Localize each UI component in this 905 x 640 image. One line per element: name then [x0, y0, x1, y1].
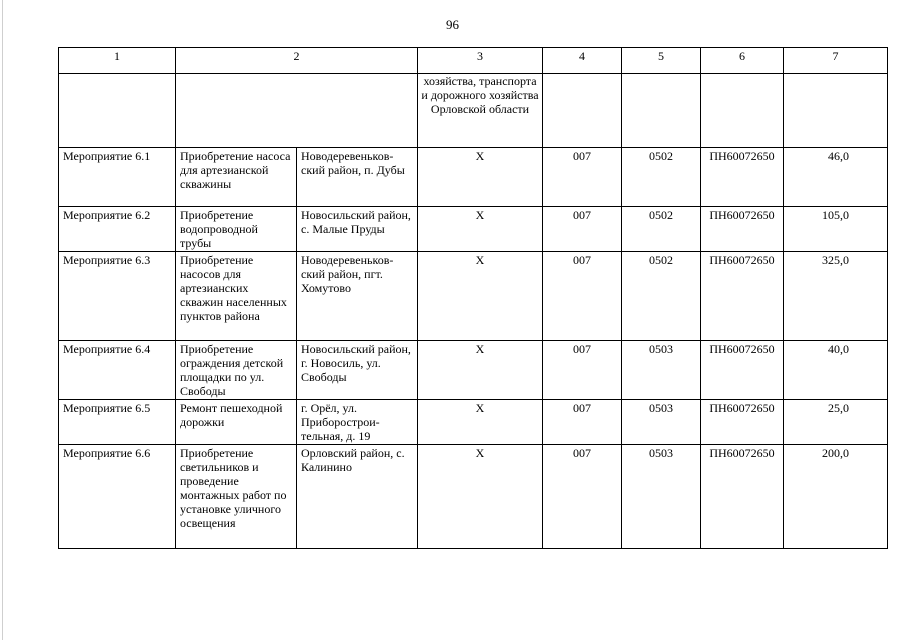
continuation-cell-7	[784, 74, 888, 148]
col7-cell: 25,0	[784, 400, 888, 445]
col5-cell: 0502	[622, 207, 701, 252]
col4-cell: 007	[543, 252, 622, 341]
col5-cell: 0503	[622, 445, 701, 549]
col3-cell: Х	[418, 252, 543, 341]
location-cell: Новосильский район, с. Малые Пруды	[297, 207, 418, 252]
col6-cell: ПН60072650	[701, 341, 784, 400]
col4-cell: 007	[543, 341, 622, 400]
description-cell: Приобретение насоса для артезианской скважины	[176, 148, 297, 207]
col4-cell: 007	[543, 207, 622, 252]
continuation-row	[59, 74, 888, 148]
header-cell-2: 2	[176, 48, 418, 74]
program-table	[58, 47, 888, 549]
event-cell: Мероприятие 6.4	[59, 341, 176, 400]
continuation-cell-6	[701, 74, 784, 148]
location-cell: Орловский район, с. Калинино	[297, 445, 418, 549]
continuation-cell-5	[622, 74, 701, 148]
col3-cell: Х	[418, 445, 543, 549]
col6-cell: ПН60072650	[701, 400, 784, 445]
description-cell: Приобретение насосов для артезианских скважин населенных пунктов района	[176, 252, 297, 341]
location-cell: Новодеревеньков-ский район, пгт. Хомутово	[297, 252, 418, 341]
col7-cell: 40,0	[784, 341, 888, 400]
col3-cell: Х	[418, 341, 543, 400]
table-row	[59, 252, 888, 341]
continuation-cell-2	[176, 74, 418, 148]
col7-cell: 200,0	[784, 445, 888, 549]
col5-cell: 0502	[622, 252, 701, 341]
event-cell: Мероприятие 6.1	[59, 148, 176, 207]
description-cell: Приобретение водопроводной трубы	[176, 207, 297, 252]
location-cell: г. Орёл, ул. Приборострои-тельная, д. 19	[297, 400, 418, 445]
col4-cell: 007	[543, 445, 622, 549]
location-cell: Новосильский район, г. Новосиль, ул. Свободы	[297, 341, 418, 400]
col3-cell: Х	[418, 148, 543, 207]
table-row	[59, 341, 888, 400]
col7-cell: 46,0	[784, 148, 888, 207]
table-row	[59, 445, 888, 549]
scan-edge-line	[2, 0, 3, 640]
col6-cell: ПН60072650	[701, 252, 784, 341]
header-cell-4: 4	[543, 48, 622, 74]
header-cell-5: 5	[622, 48, 701, 74]
col3-cell: Х	[418, 207, 543, 252]
col5-cell: 0503	[622, 400, 701, 445]
continuation-cell-4	[543, 74, 622, 148]
header-cell-1: 1	[59, 48, 176, 74]
col7-cell: 325,0	[784, 252, 888, 341]
col5-cell: 0502	[622, 148, 701, 207]
location-cell: Новодеревеньков-ский район, п. Дубы	[297, 148, 418, 207]
col7-cell: 105,0	[784, 207, 888, 252]
event-cell: Мероприятие 6.2	[59, 207, 176, 252]
header-cell-3: 3	[418, 48, 543, 74]
event-cell: Мероприятие 6.6	[59, 445, 176, 549]
header-cell-7: 7	[784, 48, 888, 74]
table-row	[59, 400, 888, 445]
continuation-cell-3: хозяйства, транспорта и дорожного хозяйства Орловской области	[418, 74, 543, 148]
event-cell: Мероприятие 6.5	[59, 400, 176, 445]
header-cell-6: 6	[701, 48, 784, 74]
description-cell: Приобретение ограждения детской площадки по ул. Свободы	[176, 341, 297, 400]
col4-cell: 007	[543, 400, 622, 445]
col6-cell: ПН60072650	[701, 148, 784, 207]
header-row	[59, 48, 888, 74]
table-row	[59, 207, 888, 252]
description-cell: Ремонт пешеходной дорожки	[176, 400, 297, 445]
page-number: 96	[446, 17, 459, 32]
continuation-cell-1	[59, 74, 176, 148]
event-cell: Мероприятие 6.3	[59, 252, 176, 341]
col3-cell: Х	[418, 400, 543, 445]
col6-cell: ПН60072650	[701, 445, 784, 549]
table-row	[59, 148, 888, 207]
col4-cell: 007	[543, 148, 622, 207]
description-cell: Приобретение светильников и проведение монтажных работ по установке уличного освещения	[176, 445, 297, 549]
col5-cell: 0503	[622, 341, 701, 400]
col6-cell: ПН60072650	[701, 207, 784, 252]
